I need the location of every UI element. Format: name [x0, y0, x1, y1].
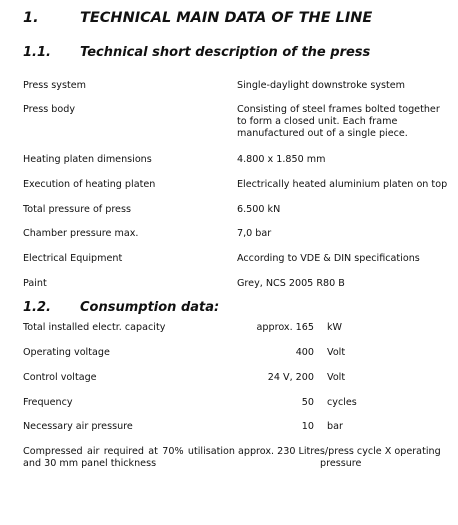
spec-value-execution-heating-platen: Electrically heated aluminium platen on top — [237, 179, 448, 190]
consumption-label-air-pressure: Necessary air pressure — [23, 421, 133, 432]
section-1-2-title: Consumption data: — [80, 300, 220, 315]
spec-label-heating-platen-dimensions: Heating platen dimensions — [23, 154, 152, 165]
section-1-2-number: 1.2. — [23, 300, 51, 315]
consumption-amount-frequency: 50 — [301, 397, 314, 408]
spec-value-press-system: Single-daylight downstroke system — [237, 80, 406, 91]
consumption-label-frequency: Frequency — [23, 397, 73, 408]
consumption-label-control-voltage: Control voltage — [23, 372, 97, 383]
consumption-label-operating-voltage: Operating voltage — [23, 347, 110, 358]
consumption-unit-frequency: cycles — [327, 397, 357, 408]
consumption-amount-installed-capacity: approx. 165 — [256, 322, 314, 333]
section-1-title: TECHNICAL MAIN DATA OF THE LINE — [80, 10, 373, 26]
consumption-label-compressed-air: Compressed air required at 70% utilisation and 30 mm panel thickness — [23, 446, 235, 470]
spec-value-chamber-pressure: 7,0 bar — [237, 228, 272, 239]
consumption-unit-control-voltage: Volt — [327, 372, 346, 383]
consumption-value-compressed-air-cont: pressure — [320, 458, 362, 469]
spec-label-paint: Paint — [23, 278, 47, 289]
consumption-amount-operating-voltage: 400 — [295, 347, 314, 358]
spec-value-heating-platen-dimensions: 4.800 x 1.850 mm — [237, 154, 326, 165]
spec-label-press-body: Press body — [23, 104, 76, 115]
spec-value-total-pressure: 6.500 kN — [237, 204, 281, 215]
spec-label-total-pressure: Total pressure of press — [23, 204, 131, 215]
spec-value-press-body: Consisting of steel frames bolted together to form a closed unit. Each frame manufactured out of a single piece. — [237, 104, 440, 140]
section-1-number: 1. — [23, 10, 39, 26]
consumption-unit-operating-voltage: Volt — [327, 347, 346, 358]
spec-value-paint: Grey, NCS 2005 R80 B — [237, 278, 345, 289]
consumption-unit-air-pressure: bar — [327, 421, 343, 432]
consumption-amount-control-voltage: 24 V, 200 — [267, 372, 314, 383]
consumption-unit-installed-capacity: kW — [327, 322, 343, 333]
spec-label-execution-heating-platen: Execution of heating platen — [23, 179, 156, 190]
section-1-1-title: Technical short description of the press — [80, 45, 371, 60]
consumption-amount-air-pressure: 10 — [301, 421, 314, 432]
section-1-1-number: 1.1. — [23, 45, 51, 60]
spec-label-electrical-equipment: Electrical Equipment — [23, 253, 123, 264]
spec-label-chamber-pressure: Chamber pressure max. — [23, 228, 139, 239]
consumption-value-compressed-air: approx. 230 Litres/press cycle X operating — [238, 446, 441, 457]
consumption-label-installed-capacity: Total installed electr. capacity — [23, 322, 166, 333]
spec-value-electrical-equipment: According to VDE & DIN specifications — [237, 253, 420, 264]
spec-label-press-system: Press system — [23, 80, 86, 91]
